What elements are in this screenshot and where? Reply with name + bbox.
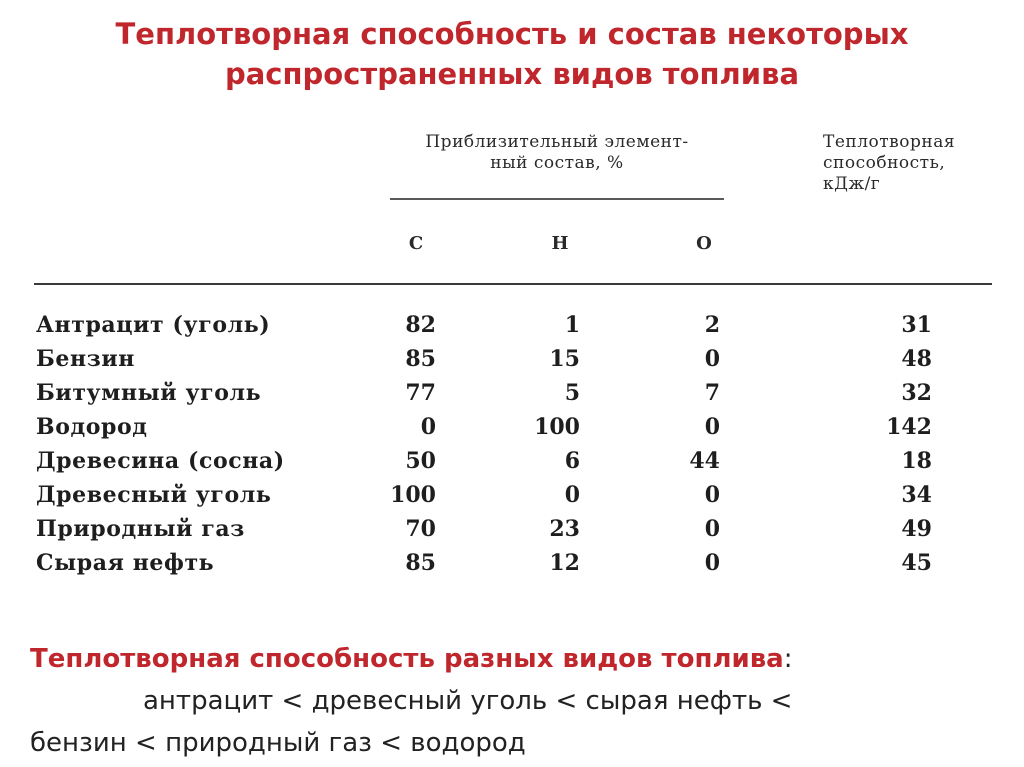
carbon-percent: 77: [405, 380, 436, 406]
hydrogen-percent: 100: [534, 414, 580, 440]
table-row: [0, 550, 1024, 584]
summary-block: [30, 638, 1010, 764]
heat-value-header: [823, 132, 955, 195]
column-header-c: C: [408, 233, 424, 254]
slide-title-line-2: распространенных видов топлива: [224, 57, 800, 91]
hydrogen-percent: 5: [564, 380, 580, 406]
summary-colon: :: [783, 644, 793, 674]
summary-heading-line: [30, 638, 1010, 680]
hydrogen-percent: 0: [564, 482, 580, 508]
fuel-name: Бензин: [36, 346, 135, 372]
carbon-percent: 100: [390, 482, 436, 508]
column-header-h: H: [551, 233, 569, 254]
oxygen-percent: 0: [704, 482, 720, 508]
table-row: [0, 448, 1024, 482]
composition-header-line-2: ный состав, %: [490, 153, 624, 173]
fuel-name: Водород: [36, 414, 148, 440]
fuel-name: Древесина (сосна): [36, 448, 285, 474]
oxygen-percent: 0: [704, 346, 720, 372]
oxygen-percent: 0: [704, 414, 720, 440]
carbon-percent: 85: [405, 550, 436, 576]
carbon-percent: 0: [420, 414, 436, 440]
hydrogen-percent: 23: [549, 516, 580, 542]
hydrogen-percent: 12: [549, 550, 580, 576]
hydrogen-percent: 1: [564, 312, 580, 338]
table-row: [0, 516, 1024, 550]
composition-header-rule: [390, 198, 724, 200]
hydrogen-percent: 15: [549, 346, 580, 372]
heat-value: 31: [901, 312, 932, 338]
carbon-percent: 50: [405, 448, 436, 474]
composition-header-line-1: Приблизительный элемент-: [425, 132, 689, 152]
table-row: [0, 482, 1024, 516]
table-header-rule: [34, 283, 992, 285]
carbon-percent: 85: [405, 346, 436, 372]
hydrogen-percent: 6: [564, 448, 580, 474]
slide-title-line-1: Теплотворная способность и состав некоторых: [115, 17, 909, 51]
heat-value-header-line-3: кДж/г: [823, 174, 881, 194]
heat-value: 34: [901, 482, 932, 508]
table-row: [0, 312, 1024, 346]
table-row: [0, 380, 1024, 414]
heat-value: 48: [901, 346, 932, 372]
heat-value: 18: [901, 448, 932, 474]
carbon-percent: 82: [405, 312, 436, 338]
heat-value: 45: [901, 550, 932, 576]
oxygen-percent: 7: [704, 380, 720, 406]
summary-order-line-1: антрацит < древесный уголь < сырая нефть <: [143, 686, 793, 716]
heat-value: 49: [901, 516, 932, 542]
fuel-name: Антрацит (уголь): [36, 312, 271, 338]
oxygen-percent: 2: [704, 312, 720, 338]
summary-order-line-2: бензин < природный газ < водород: [30, 728, 526, 758]
table-row: [0, 346, 1024, 380]
fuel-name: Сырая нефть: [36, 550, 215, 576]
fuel-name: Природный газ: [36, 516, 245, 542]
table-row: [0, 414, 1024, 448]
heat-value: 32: [901, 380, 932, 406]
oxygen-percent: 44: [689, 448, 720, 474]
summary-heading: Теплотворная способность разных видов топлива: [30, 644, 784, 674]
heat-value-header-line-2: способность,: [823, 153, 946, 173]
fuel-name: Древесный уголь: [36, 482, 272, 508]
heat-value-header-line-1: Теплотворная: [823, 132, 956, 152]
heat-value: 142: [886, 414, 932, 440]
fuel-name: Битумный уголь: [36, 380, 262, 406]
oxygen-percent: 0: [704, 550, 720, 576]
column-header-o: O: [696, 233, 712, 254]
oxygen-percent: 0: [704, 516, 720, 542]
composition-header: [392, 132, 722, 174]
carbon-percent: 70: [405, 516, 436, 542]
